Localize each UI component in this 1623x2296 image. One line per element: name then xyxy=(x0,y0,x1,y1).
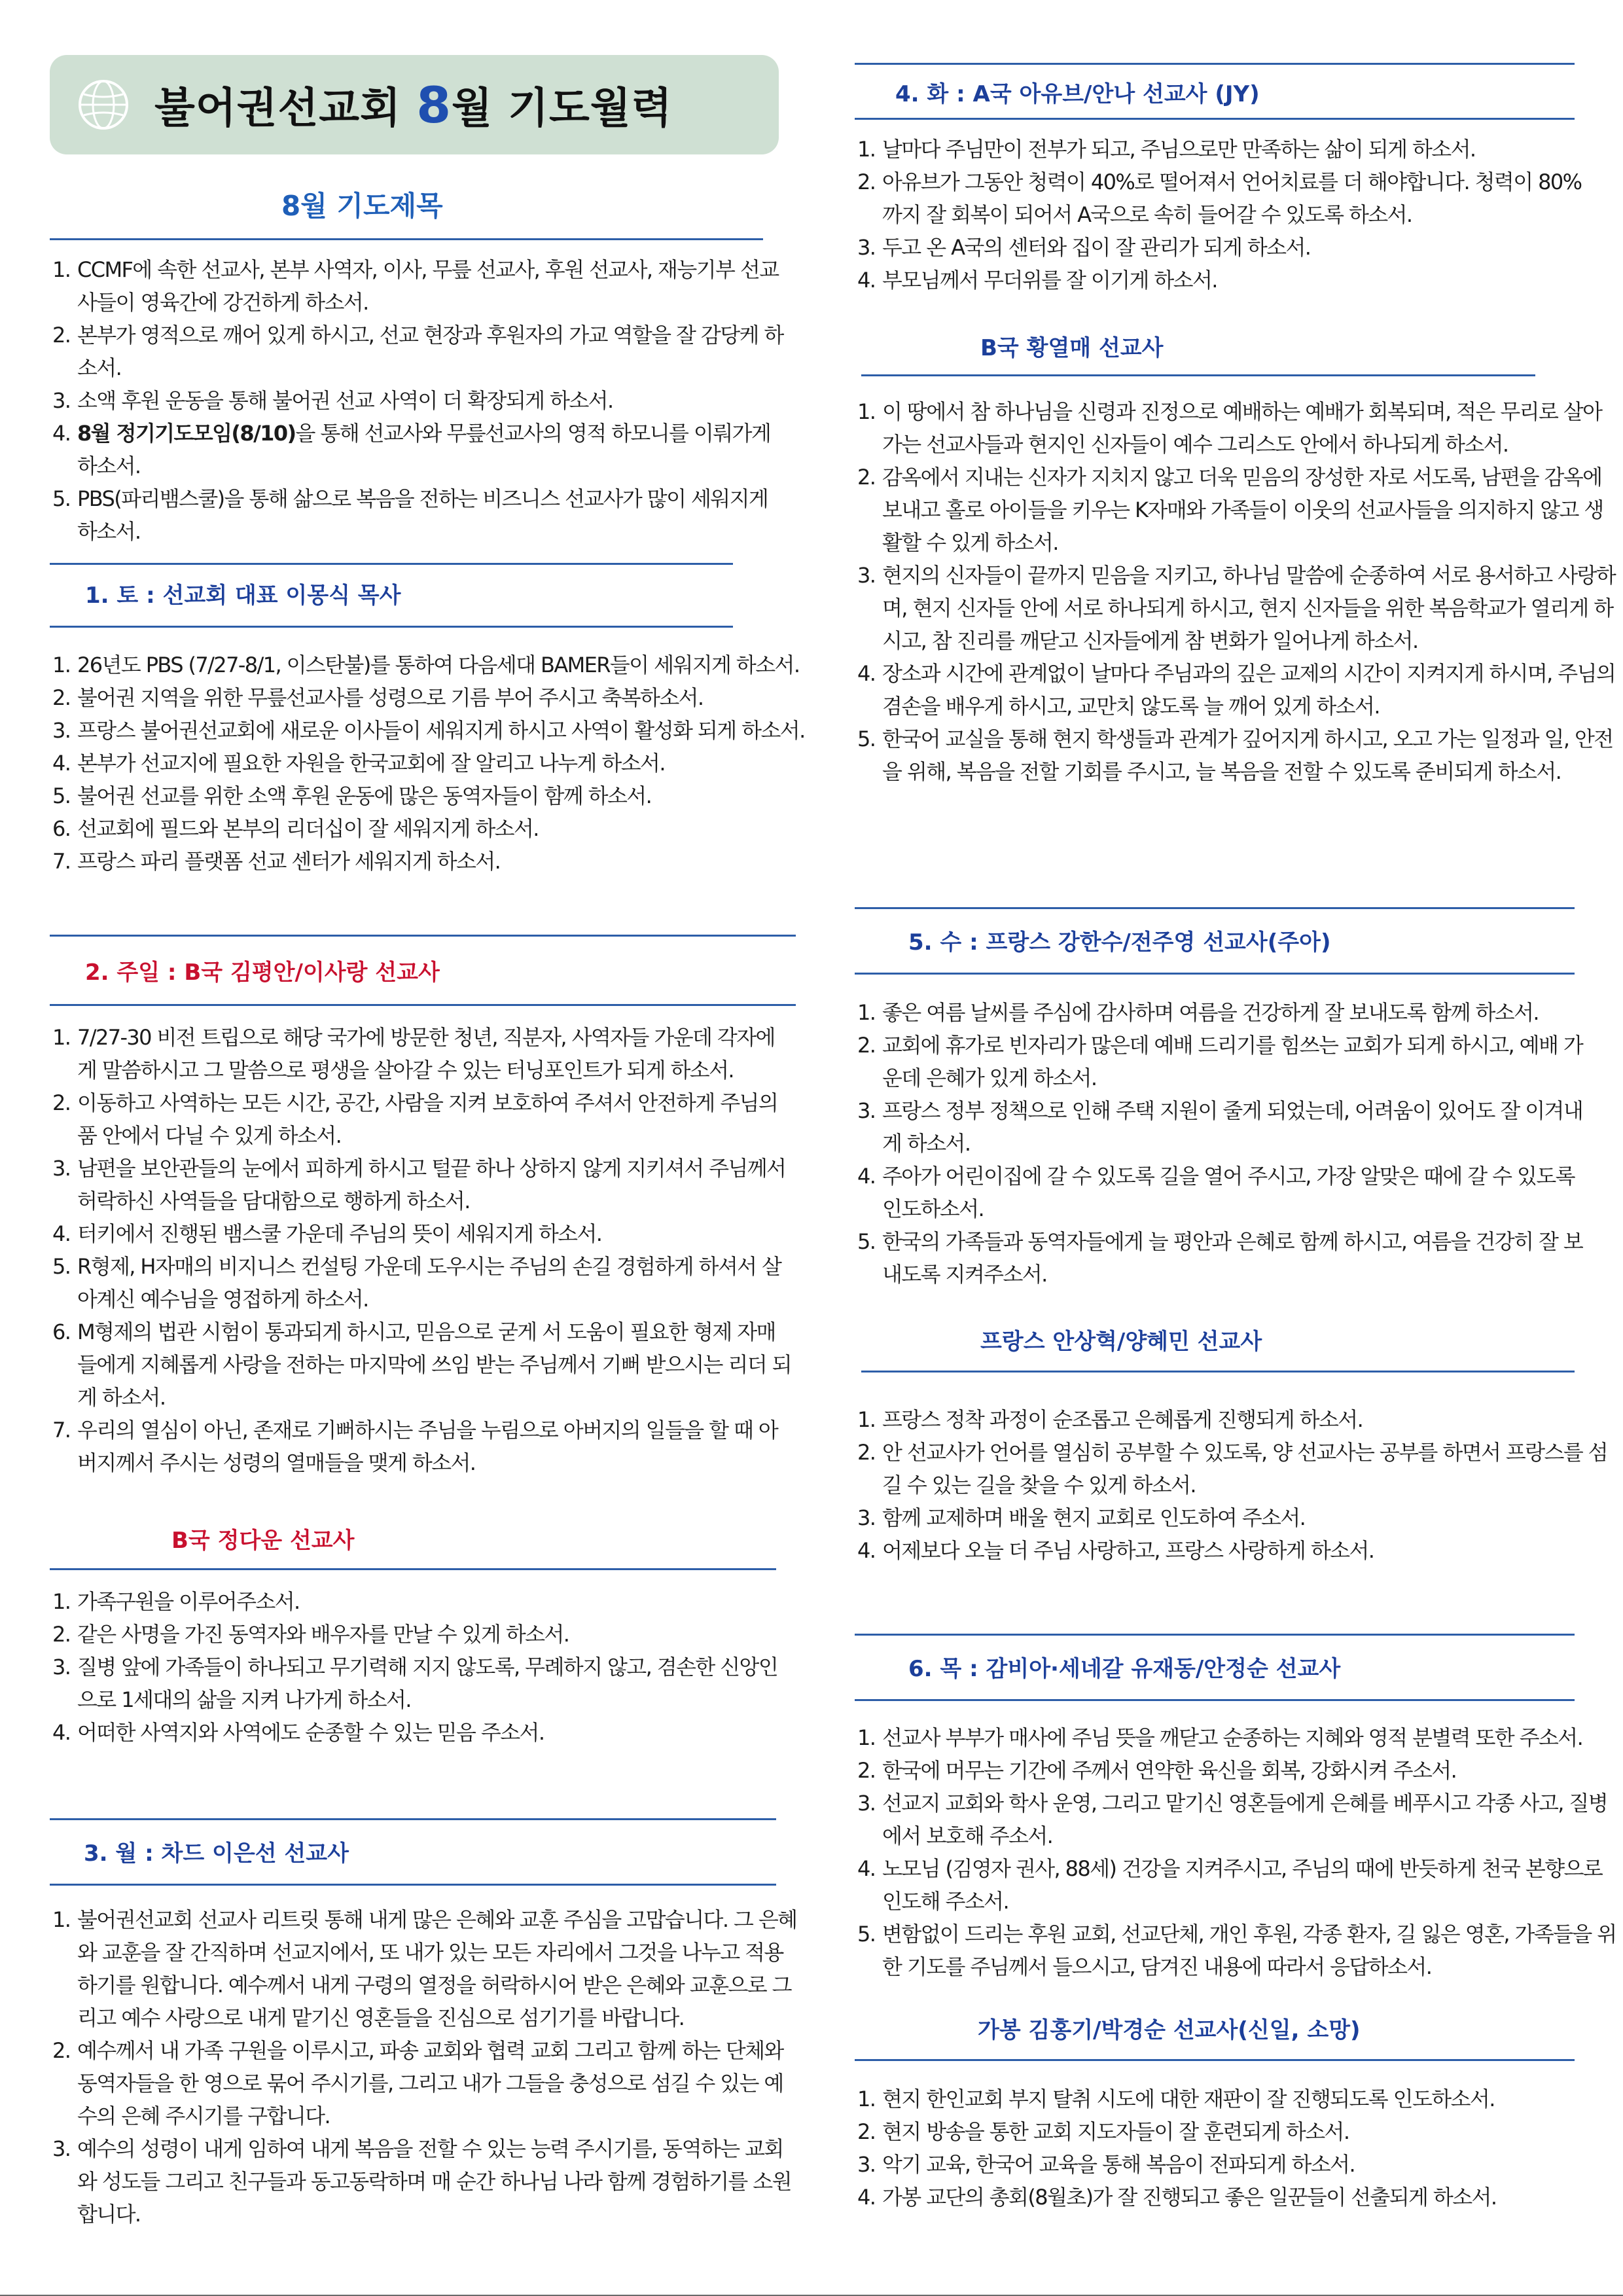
list-item: 1. 불어권선교회 선교사 리트릿 통해 내게 많은 은혜와 교훈 주심을 고맙습니다. 그 은혜와 교훈을 잘 간직하며 선교지에서, 또 내가 있는 모든 자리에서 그것을 나누고 적용하기를 원합니다. 예수께서 내게 구령의 열정을 허락하시어 받은 은혜와 교훈으로 그리고 예수 사랑으로 내게 맡기신 영혼들을 진심으로 섬기기를 바랍니다. xyxy=(52,1907,797,2030)
section-title: 5. 수 : 프랑스 강한수/전주영 선교사(주아) xyxy=(908,929,1331,956)
section-title: B국 황열매 선교사 xyxy=(980,335,1164,361)
list-item: 1. 26년도 PBS (7/27-8/1, 이스탄불)를 통하여 다음세대 BAMER들이 세워지게 하소서. xyxy=(52,653,800,677)
list-item: 5. PBS(파리뱀스쿨)을 통해 삶으로 복음을 전하는 비즈니스 선교사가 많이 세워지게 하소서. xyxy=(52,486,768,544)
section-list xyxy=(52,1903,798,2231)
list-item: 2. 예수께서 내 가족 구원을 이루시고, 파송 교회와 협력 교회 그리고 함께 하는 단체와 동역자들을 한 영으로 묶어 주시기를, 그리고 내가 그들을 충성으로 섬길 수 있는 예수의 은혜 주시기를 구합니다. xyxy=(52,2038,783,2128)
section-list xyxy=(52,1021,792,1479)
divider xyxy=(855,1699,1575,1701)
list-item: 3. 프랑스 정부 정책으로 인해 주택 지원이 줄게 되었는데, 어려움이 있어도 잘 이겨내게 하소서. xyxy=(857,1098,1583,1156)
topics-heading: 8월 기도제목 xyxy=(281,190,443,222)
list-item: 2. 불어권 지역을 위한 무릎선교사를 성령으로 기름 부어 주시고 축복하소서. xyxy=(52,685,704,710)
list-item: 2. 한국에 머무는 기간에 주께서 연약한 육신을 회복, 강화시켜 주소서. xyxy=(857,1758,1457,1783)
list-item: 4. 8월 정기기도모임(8/10)을 통해 선교사와 무릎선교사의 영적 하모니를 이뤄가게 하소서. xyxy=(52,421,771,478)
section-list xyxy=(857,133,1590,296)
list-item: 3. 함께 교제하며 배울 현지 교회로 인도하여 주소서. xyxy=(857,1505,1306,1530)
section-title: 1. 토 : 선교회 대표 이몽식 목사 xyxy=(85,583,401,609)
divider xyxy=(50,1818,776,1820)
list-item: 1. 프랑스 정착 과정이 순조롭고 은혜롭게 진행되게 하소서. xyxy=(857,1407,1363,1432)
section-title: 4. 화 : A국 아유브/안나 선교사 (JY) xyxy=(895,81,1260,107)
list-item: 5. 불어권 선교를 위한 소액 후원 운동에 많은 동역자들이 함께 하소서. xyxy=(52,783,652,808)
section-list xyxy=(857,1721,1616,1983)
meeting-date: 8월 정기기도모임(8/10) xyxy=(77,421,296,446)
section-list xyxy=(857,2083,1597,2214)
list-item: 6. M형제의 법관 시험이 통과되게 하시고, 믿음으로 굳게 서 도움이 필요한 형제 자매들에게 지혜롭게 사랑을 전하는 마지막에 쓰임 받는 주님께서 기뻐 받으시는 리더 되게 하소서. xyxy=(52,1319,791,1410)
list-item: 2. 아유브가 그동안 청력이 40%로 떨어져서 언어치료를 더 해야합니다. 청력이 80%까지 잘 회복이 되어서 A국으로 속히 들어갈 수 있도록 하소서. xyxy=(857,170,1582,227)
list-item: 4. 어제보다 오늘 더 주님 사랑하고, 프랑스 사랑하게 하소서. xyxy=(857,1538,1374,1563)
list-item: 3. 남편을 보안관들의 눈에서 피하게 하시고 털끝 하나 상하지 않게 지키셔서 주님께서 허락하신 사역들을 담대함으로 행하게 하소서. xyxy=(52,1156,786,1213)
list-item: 3. 현지의 신자들이 끝까지 믿음을 지키고, 하나님 말씀에 순종하여 서로 용서하고 사랑하며, 현지 신자들 안에 서로 하나되게 하시고, 현지 신자들을 위한 복음학교가 열리게 하시고, 참 진리를 깨닫고 신자들에게 참 변화가 일어나게 하소서. xyxy=(857,563,1616,653)
list-item: 1. 7/27-30 비전 트립으로 해당 국가에 방문한 청년, 직분자, 사역자들 가운데 각자에게 말씀하시고 그 말씀으로 평생을 살아갈 수 있는 터닝포인트가 되게 하소서. xyxy=(52,1025,775,1083)
divider xyxy=(50,563,733,565)
divider xyxy=(861,374,1535,376)
list-item: 1. 현지 한인교회 부지 탈취 시도에 대한 재판이 잘 진행되도록 인도하소서. xyxy=(857,2087,1495,2111)
divider xyxy=(50,1884,776,1886)
topics-list xyxy=(52,253,785,548)
section-title: 2. 주일 : B국 김평안/이사랑 선교사 xyxy=(85,960,440,986)
section-title: B국 정다운 선교사 xyxy=(171,1528,355,1554)
month-number: 8 xyxy=(416,76,452,134)
section-title: 3. 월 : 차드 이은선 선교사 xyxy=(84,1840,349,1867)
list-item: 4. 어떠한 사역지와 사역에도 순종할 수 있는 믿음 주소서. xyxy=(52,1720,544,1745)
section-list xyxy=(857,1403,1616,1567)
divider xyxy=(861,1371,1575,1372)
list-item: 3. 두고 온 A국의 센터와 집이 잘 관리가 되게 하소서. xyxy=(857,235,1311,260)
list-item: 5. 한국어 교실을 통해 현지 학생들과 관계가 깊어지게 하시고, 오고 가는 일정과 일, 안전을 위해, 복음을 전할 기회를 주시고, 늘 복음을 전할 수 있도록 준비되게 하소서. xyxy=(857,726,1613,784)
section-title: 가봉 김홍기/박경순 선교사(신일, 소망) xyxy=(978,2017,1361,2043)
list-item: 1. 가족구원을 이루어주소서. xyxy=(52,1589,300,1614)
list-item: 3. 프랑스 불어권선교회에 새로운 이사들이 세워지게 하시고 사역이 활성화 되게 하소서. xyxy=(52,718,805,743)
list-item: 1. 좋은 여름 날씨를 주심에 감사하며 여름을 건강하게 잘 보내도록 함께 하소서. xyxy=(857,1000,1539,1025)
list-item: 4. 가봉 교단의 총회(8월초)가 잘 진행되고 좋은 일꾼들이 선출되게 하소서. xyxy=(857,2185,1497,2210)
list-item: 5. 변함없이 드리는 후원 교회, 선교단체, 개인 후원, 각종 환자, 길 잃은 영혼, 가족들을 위한 기도를 주님께서 들으시고, 담겨진 내용에 따라서 응답하소서. xyxy=(857,1922,1616,1979)
list-item: 4. 장소과 시간에 관계없이 날마다 주님과의 깊은 교제의 시간이 지켜지게 하시며, 주님의 겸손을 배우게 하시고, 교만치 않도록 늘 깨어 있게 하소서. xyxy=(857,661,1616,719)
list-item: 1. 이 땅에서 참 하나님을 신령과 진정으로 예배하는 예배가 회복되며, 적은 무리로 살아가는 선교사들과 현지인 신자들이 예수 그리스도 안에서 하나되게 하소서. xyxy=(857,399,1602,457)
globe-logo-icon xyxy=(77,79,130,131)
list-item: 3. 예수의 성령이 내게 임하여 내게 복음을 전할 수 있는 능력 주시기를, 동역하는 교회와 성도들 그리고 친구들과 동고동락하며 매 순간 하나님 나라 함께 경험하기를 소원합니다. xyxy=(52,2136,791,2227)
list-item: 6. 선교회에 필드와 본부의 리더십이 잘 세워지게 하소서. xyxy=(52,816,539,841)
title-banner xyxy=(50,55,779,154)
list-item: 2. 안 선교사가 언어를 열심히 공부할 수 있도록, 양 선교사는 공부를 하면서 프랑스를 섬길 수 있는 길을 찾을 수 있게 하소서. xyxy=(857,1440,1608,1498)
list-item: 5. 한국의 가족들과 동역자들에게 늘 평안과 은혜로 함께 하시고, 여름을 건강히 잘 보내도록 지켜주소서. xyxy=(857,1229,1583,1287)
page-title: 불어권선교회 8월 기도월력 xyxy=(154,76,673,134)
list-item: 4. 터키에서 진행된 뱀스쿨 가운데 주님의 뜻이 세워지게 하소서. xyxy=(52,1221,602,1246)
divider xyxy=(855,2059,1575,2061)
list-item: 5. R형제, H자매의 비지니스 컨설팅 가운데 도우시는 주님의 손길 경험하게 하셔서 살아계신 예수님을 영접하게 하소서. xyxy=(52,1254,781,1312)
divider xyxy=(855,1634,1575,1636)
list-item: 2. 교회에 휴가로 빈자리가 많은데 예배 드리기를 힘쓰는 교회가 되게 하시고, 예배 가운데 은혜가 있게 하소서. xyxy=(857,1033,1583,1090)
divider xyxy=(50,626,733,628)
list-item: 2. 감옥에서 지내는 신자가 지치지 않고 더욱 믿음의 장성한 자로 서도록, 남편을 감옥에 보내고 홀로 아이들을 키우는 K자매와 가족들이 이웃의 선교사들을 의지하지 않고 생활할 수 있게 하소서. xyxy=(857,465,1603,555)
section-list xyxy=(52,1585,792,1749)
list-item: 2. 이동하고 사역하는 모든 시간, 공간, 사람을 지켜 보호하여 주셔서 안전하게 주님의 품 안에서 다닐 수 있게 하소서. xyxy=(52,1090,778,1148)
divider xyxy=(855,973,1575,975)
list-item: 2. 본부가 영적으로 깨어 있게 하시고, 선교 현장과 후원자의 가교 역할을 잘 감당케 하소서. xyxy=(52,323,783,380)
list-item: 4. 본부가 선교지에 필요한 자원을 한국교회에 잘 알리고 나누게 하소서. xyxy=(52,751,665,776)
section-list xyxy=(857,395,1616,788)
divider xyxy=(855,63,1575,65)
divider xyxy=(855,907,1575,909)
list-item: 2. 현지 방송을 통한 교회 지도자들이 잘 훈련되게 하소서. xyxy=(857,2119,1349,2144)
list-item: 3. 질병 앞에 가족들이 하나되고 무기력해 지지 않도록, 무례하지 않고, 겸손한 신앙인으로 1세대의 삶을 지켜 나가게 하소서. xyxy=(52,1655,778,1712)
section-list xyxy=(857,996,1597,1291)
divider xyxy=(855,118,1575,120)
list-item: 2. 같은 사명을 가진 동역자와 배우자를 만날 수 있게 하소서. xyxy=(52,1622,569,1647)
divider xyxy=(50,1568,776,1570)
divider xyxy=(50,1004,796,1006)
list-item: 4. 주아가 어린이집에 갈 수 있도록 길을 열어 주시고, 가장 알맞은 때에 갈 수 있도록 인도하소서. xyxy=(857,1164,1575,1221)
list-item: 3. 악기 교육, 한국어 교육을 통해 복음이 전파되게 하소서. xyxy=(857,2152,1355,2177)
list-item: 3. 소액 후원 운동을 통해 불어권 선교 사역이 더 확장되게 하소서. xyxy=(52,388,613,413)
section-title: 6. 목 : 감비아·세네갈 유재동/안정순 선교사 xyxy=(908,1656,1341,1682)
list-item: 1. 선교사 부부가 매사에 주님 뜻을 깨닫고 순종하는 지혜와 영적 분별력 또한 주소서. xyxy=(857,1725,1583,1750)
list-item: 1. 날마다 주님만이 전부가 되고, 주님으로만 만족하는 삶이 되게 하소서. xyxy=(857,137,1476,162)
list-item: 4. 부모님께서 무더위를 잘 이기게 하소서. xyxy=(857,268,1217,293)
divider xyxy=(50,935,796,937)
list-item: 7. 우리의 열심이 아닌, 존재로 기뻐하시는 주님을 누림으로 아버지의 일들을 할 때 아버지께서 주시는 성령의 열매들을 맺게 하소서. xyxy=(52,1418,778,1475)
divider xyxy=(50,238,763,240)
list-item: 7. 프랑스 파리 플랫폼 선교 센터가 세워지게 하소서. xyxy=(52,849,501,874)
list-item: 1. CCMF에 속한 선교사, 본부 사역자, 이사, 무릎 선교사, 후원 선교사, 재능기부 선교사들이 영육간에 강건하게 하소서. xyxy=(52,257,779,315)
section-title: 프랑스 안상혁/양혜민 선교사 xyxy=(980,1329,1262,1355)
list-item: 4. 노모님 (김영자 권사, 88세) 건강을 지켜주시고, 주님의 때에 반듯하게 천국 본향으로 인도해 주소서. xyxy=(857,1856,1603,1914)
section-list xyxy=(52,649,812,878)
list-item: 3. 선교지 교회와 학사 운영, 그리고 맡기신 영혼들에게 은혜를 베푸시고 각종 사고, 질병에서 보호해 주소서. xyxy=(857,1791,1608,1848)
